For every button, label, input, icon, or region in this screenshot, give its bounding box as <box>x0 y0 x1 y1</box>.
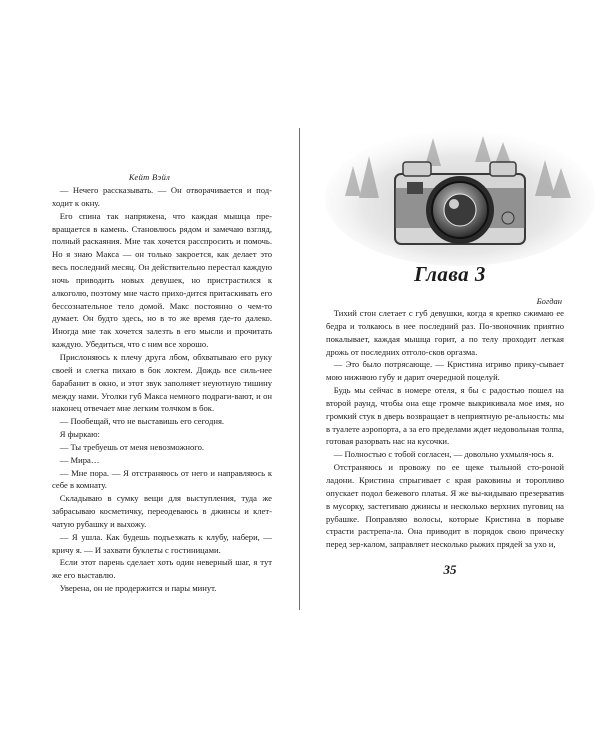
paragraph: — Нечего рассказывать. — Он отворачивается и под-ходит к окну. <box>52 185 272 208</box>
paragraph: Прислоняюсь к плечу друга лбом, обхватываю его руку своей и слегка пихаю в бок локтем. Дождь все силь-нее барабанит в окно, и этот звук заполняет неуютную тишину между нами. Уголки губ Макса немного подраги-вают, и он наконец отвечает мне легким толчком в бок. <box>52 351 272 414</box>
paragraph: Уверена, он не продержится и пары минут. <box>59 583 217 594</box>
paragraph: Я фыркаю: <box>59 429 100 440</box>
right-text-block <box>326 307 564 551</box>
page-number: 35 <box>443 562 457 577</box>
paragraph: Тихий стон слетает с губ девушки, когда я крепко сжимаю ее бедра и толкаюсь в нее последний раз. По-звоночник приятно покалывает, каждая мышца горит, а по телу проходит легкая дрожь от последних отголо-сков оргазма. <box>326 308 564 357</box>
paragraph: Если этот парень сделает хоть один неверный шаг, я тут же его выставлю. <box>52 557 272 581</box>
paragraph: — Я ушла. Как будешь подъезжать к клубу, набери, — кричу я. — И захвати буклеты с гостиницами. <box>52 531 272 555</box>
chapter-title: Глава 3 <box>414 262 486 286</box>
paragraph: Его спина так напряжена, что каждая мышца пре-вращается в камень. Становлюсь рядом и замечаю взгляд, полный раскаяния. Мне так хочется расспросить и помочь. Но я знаю Макса — он только закроется, как делает это весь последний месяц. Он действительно перестал каждую ночь приводить новых девушек, но пристрастился к алкоголю, поэтому мне часто прихо-дится притаскивать его бессознательное тело домой. Макс постоянно о чем-то думает. Он будто здесь, но в то же время где-то далеко. Иногда мне так хочется залезть в его мысли и прочитать каждую. Убедиться, что с ним все хорошо. <box>52 210 272 350</box>
right-page <box>300 0 600 750</box>
left-text-block <box>52 184 272 595</box>
paragraph: — Мира… <box>59 454 100 465</box>
paragraph: — Полностью с тобой согласен, — довольно ухмыля-юсь я. <box>333 449 554 460</box>
running-head: Кейт Вэйл <box>128 172 171 182</box>
paragraph: Складываю в сумку вещи для выступления, туда же забрасываю косметичку, переодеваюсь в джинсы и клет-чатую рубашку и выхожу. <box>52 493 272 529</box>
paragraph: — Это было потрясающе. — Кристина игриво прику-сывает мою нижнюю губу и дарит очередной поцелуй. <box>326 359 564 383</box>
paragraph: — Мне пора. — Я отстраняюсь от него и направляюсь к себе в комнату. <box>52 467 272 491</box>
paragraph: Отстраняюсь и провожу по ее щеке тыльной сто-роной ладони. Кристина спрыгивает с края раковины и торопливо опускает подол бежевого платья. Я же вы-кидываю презерватив в мусорку, застегиваю джинсы и несколько верхних пуговиц на рубашке. Поправляю волосы, которые Кристина в порыве страсти растрепа-ла. Она приводит в порядок свою прическу перед зер-калом, заправляет несколько рыжих прядей за ухо и, <box>326 462 564 550</box>
paragraph: — Пообещай, что не выставишь его сегодня. <box>59 416 225 427</box>
camera-icon <box>325 126 595 266</box>
paragraph: — Ты требуешь от меня невозможного. <box>59 441 205 452</box>
pov-character: Богдан <box>536 296 562 306</box>
left-page <box>0 0 299 750</box>
paragraph: Будь мы сейчас в номере отеля, я бы с радостью пошел на второй раунд, чтобы она еще громче выкрикивала мое имя, но громкий стук в дверь возвращает в неприятную ре-альность: мы в туалете аэропорта, а за его пределами ждет недовольная толпа, готовая разорвать нас на кусочки. <box>326 385 564 447</box>
